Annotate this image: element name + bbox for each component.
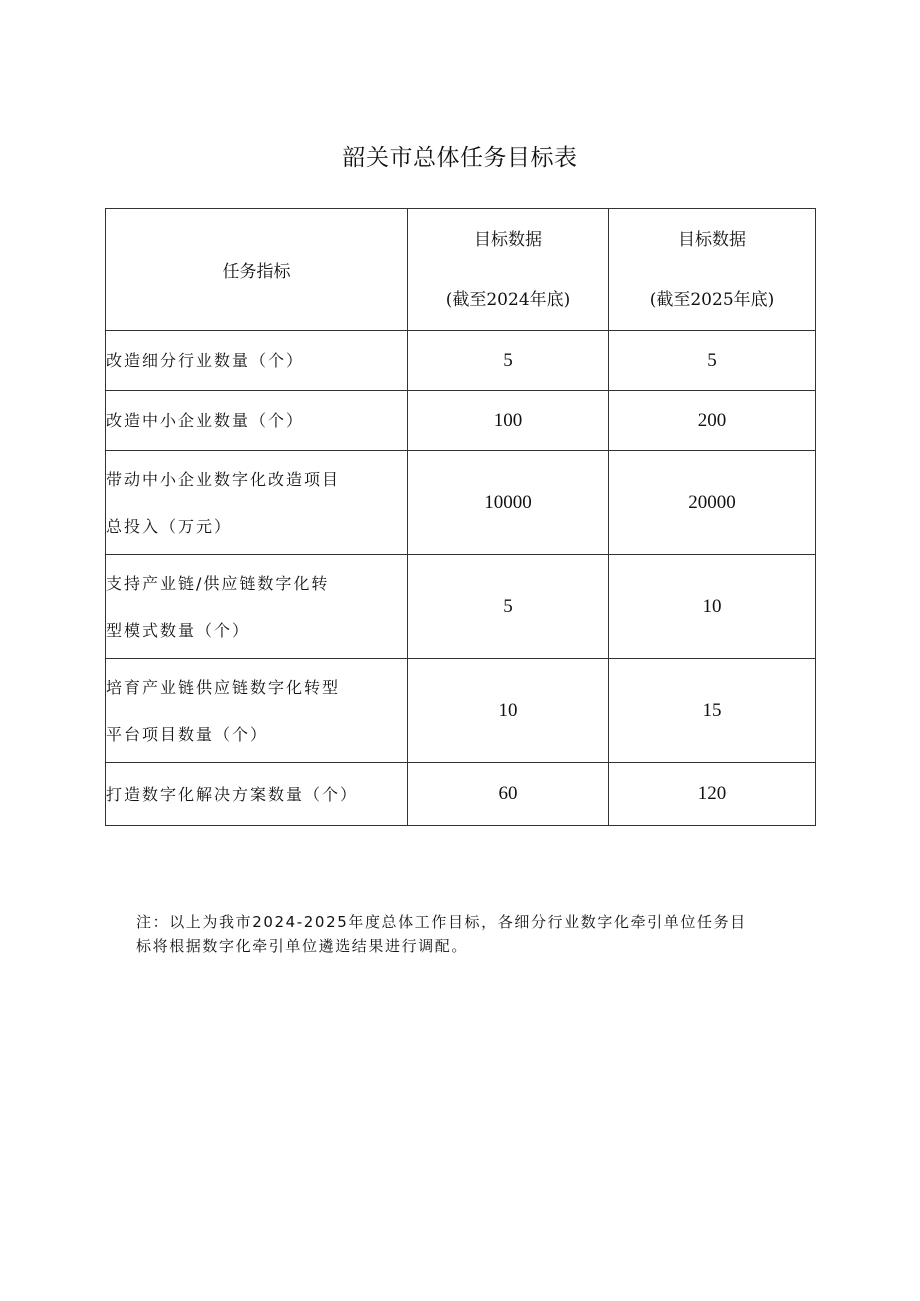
footnote-line: 注：以上为我市2024-2025年度总体工作目标，各细分行业数字化牵引单位任务目	[136, 913, 747, 931]
value-2025: 5	[609, 331, 816, 391]
header-2025-title: 目标数据	[678, 229, 746, 250]
header-2024-subtitle: (截至2024年底)	[445, 289, 571, 310]
table-row	[106, 763, 816, 826]
task-cell	[106, 555, 408, 659]
value-2024: 5	[408, 555, 609, 659]
value-2025: 10	[609, 555, 816, 659]
value-2025: 200	[609, 391, 816, 451]
task-text: 带动中小企业数字化改造项目	[106, 469, 341, 489]
task-text: 培育产业链供应链数字化转型	[106, 677, 341, 697]
footnote	[136, 910, 816, 958]
header-2024	[408, 209, 609, 331]
task-cell	[106, 451, 408, 555]
value-2025: 120	[609, 763, 816, 826]
task-text: 改造中小企业数量（个）	[106, 411, 305, 430]
value-2024: 5	[408, 331, 609, 391]
header-2025	[609, 209, 816, 331]
task-cell	[106, 331, 408, 391]
header-2024-title: 目标数据	[474, 229, 542, 250]
table-row	[106, 451, 816, 555]
value-2024: 10000	[408, 451, 609, 555]
task-cell	[106, 659, 408, 763]
task-cell	[106, 763, 408, 826]
task-cell	[106, 391, 408, 451]
table-row	[106, 555, 816, 659]
table-row	[106, 659, 816, 763]
table-header-row	[106, 209, 816, 331]
value-2025: 15	[609, 659, 816, 763]
footnote-line: 标将根据数字化牵引单位遴选结果进行调配。	[136, 937, 469, 955]
task-text: 改造细分行业数量（个）	[106, 351, 305, 370]
header-2025-subtitle: (截至2025年底)	[649, 289, 775, 310]
value-2024: 10	[408, 659, 609, 763]
task-text-continued: 总投入（万元）	[106, 516, 233, 536]
value-2025: 20000	[609, 451, 816, 555]
header-task: 任务指标	[106, 209, 408, 331]
value-2024: 100	[408, 391, 609, 451]
task-text: 打造数字化解决方案数量（个）	[106, 784, 359, 804]
table-row	[106, 331, 816, 391]
task-text: 支持产业链/供应链数字化转	[106, 573, 330, 593]
table-row	[106, 391, 816, 451]
value-2024: 60	[408, 763, 609, 826]
task-text-continued: 型模式数量（个）	[106, 620, 251, 640]
target-table	[105, 208, 816, 826]
page-title: 韶关市总体任务目标表	[342, 145, 578, 171]
task-text-continued: 平台项目数量（个）	[106, 724, 269, 744]
